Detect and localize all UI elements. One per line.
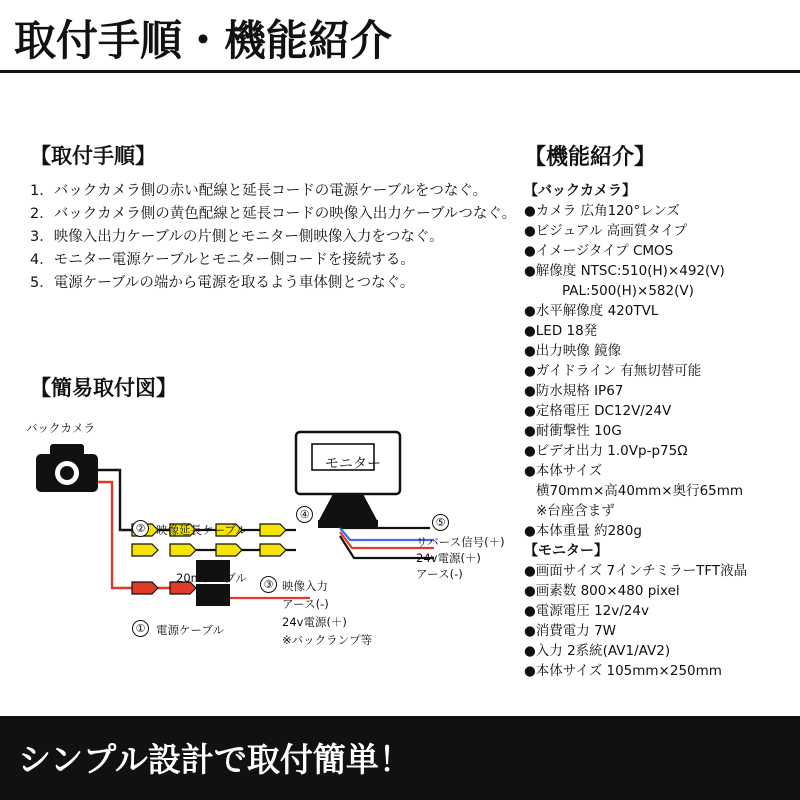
monitor-label: モニター (325, 456, 381, 472)
label-video-in: 映像入力 (282, 579, 328, 593)
footer-tagline: シンプル設計で取付簡単！ (18, 740, 412, 779)
features-section (524, 140, 794, 681)
spec-line: ●防水規格 IP67 (524, 383, 624, 399)
spec-line: ●画面サイズ 7インチミラーTFT液晶 (524, 563, 748, 579)
list-item: 3．映像入出力ケーブルの片側とモニター側映像入力をつなぐ。 (30, 229, 444, 245)
spec-line: ●定格電圧 DC12V/24V (524, 403, 672, 419)
features-group-camera (524, 181, 794, 541)
spec-line: ●本体サイズ (524, 463, 603, 479)
install-section (30, 140, 517, 295)
label-power-24v-1: 24v電源(＋) (282, 615, 347, 629)
spec-line: ●解像度 NTSC:510(H)×492(V) (524, 263, 725, 279)
label-earth-5: アース(-) (416, 567, 463, 581)
spec-line: ●ビジュアル 高画質タイプ (524, 223, 688, 239)
spec-line: ●本体重量 約280g (524, 523, 642, 539)
header-divider (0, 70, 800, 73)
features-section-title: 【機能紹介】 (524, 145, 657, 170)
group-heading: 【モニター】 (524, 543, 608, 559)
monitor-stand-icon (318, 494, 378, 522)
list-item: 5．電源ケーブルの端から電源を取るよう車体側とつなぐ。 (30, 275, 415, 291)
callout-2: ② (132, 520, 149, 537)
spec-line: ●ガイドライン 有無切替可能 (524, 363, 702, 379)
monitor-base-icon (318, 520, 378, 528)
label-earth-3: アース(-) (282, 597, 329, 611)
camera-label: バックカメラ (26, 421, 95, 435)
page-header (0, 0, 800, 72)
spec-line: ●LED 18発 (524, 323, 598, 339)
spec-line: ●カメラ 広角120°レンズ (524, 203, 680, 219)
label-power-24v-2: 24v電源(＋) (416, 551, 481, 565)
spec-line: ●消費電力 7W (524, 623, 617, 639)
camera-lens-inner-icon (60, 466, 74, 480)
junction-box-lower (196, 584, 230, 606)
label-ext-cable: 映像延長ケーブル (156, 523, 247, 537)
spec-line: ●電源電圧 12v/24v (524, 603, 649, 619)
camera-video-wire (98, 470, 170, 530)
spec-line: ●ビデオ出力 1.0Vp-p75Ω (524, 443, 688, 459)
camera-top-icon (50, 444, 84, 458)
list-item: 4．モニター電源ケーブルとモニター側コードを接続する。 (30, 252, 415, 268)
spec-line: ●イメージタイプ CMOS (524, 243, 674, 259)
list-item: 2．バックカメラ側の黄色配線と延長コードの映像入出力ケーブルつなぐ。 (30, 206, 517, 222)
wiring-diagram (20, 412, 510, 677)
diagram-section-title: 【簡易取付図】 (30, 376, 177, 400)
spec-line: ●耐衝撃性 10G (524, 423, 622, 439)
spec-line: ●入力 2系統(AV1/AV2) (524, 643, 671, 659)
label-cable-20m: 20mケーブル (176, 571, 247, 585)
spec-line: 横70mm×高40mm×奥行65mm (536, 483, 744, 499)
spec-line: PAL:500(H)×582(V) (562, 283, 694, 299)
group-heading: 【バックカメラ】 (524, 183, 636, 199)
spec-line: ●出力映像 鏡像 (524, 343, 622, 359)
callout-3: ③ (260, 576, 277, 593)
callout-1: ① (132, 620, 149, 637)
label-power-cable: 電源ケーブル (156, 623, 224, 637)
page-footer (0, 716, 800, 800)
label-reverse-signal: リバース信号(＋) (416, 535, 505, 549)
install-section-title: 【取付手順】 (30, 144, 156, 168)
spec-line: ※台座含まず (536, 503, 615, 519)
callout-5: ⑤ (432, 514, 449, 531)
callout-4: ④ (296, 506, 313, 523)
label-backlamp-note: ※バックランプ等 (282, 633, 373, 647)
spec-line: ●水平解像度 420TVL (524, 303, 659, 319)
features-group-monitor (524, 541, 794, 681)
spec-line: ●画素数 800×480 pixel (524, 583, 680, 599)
page-title: 取付手順・機能紹介 (14, 16, 393, 65)
spec-line: ●本体サイズ 105mm×250mm (524, 663, 722, 679)
list-item: 1．バックカメラ側の赤い配線と延長コードの電源ケーブルをつなぐ。 (30, 183, 488, 199)
install-steps-list (30, 180, 517, 295)
